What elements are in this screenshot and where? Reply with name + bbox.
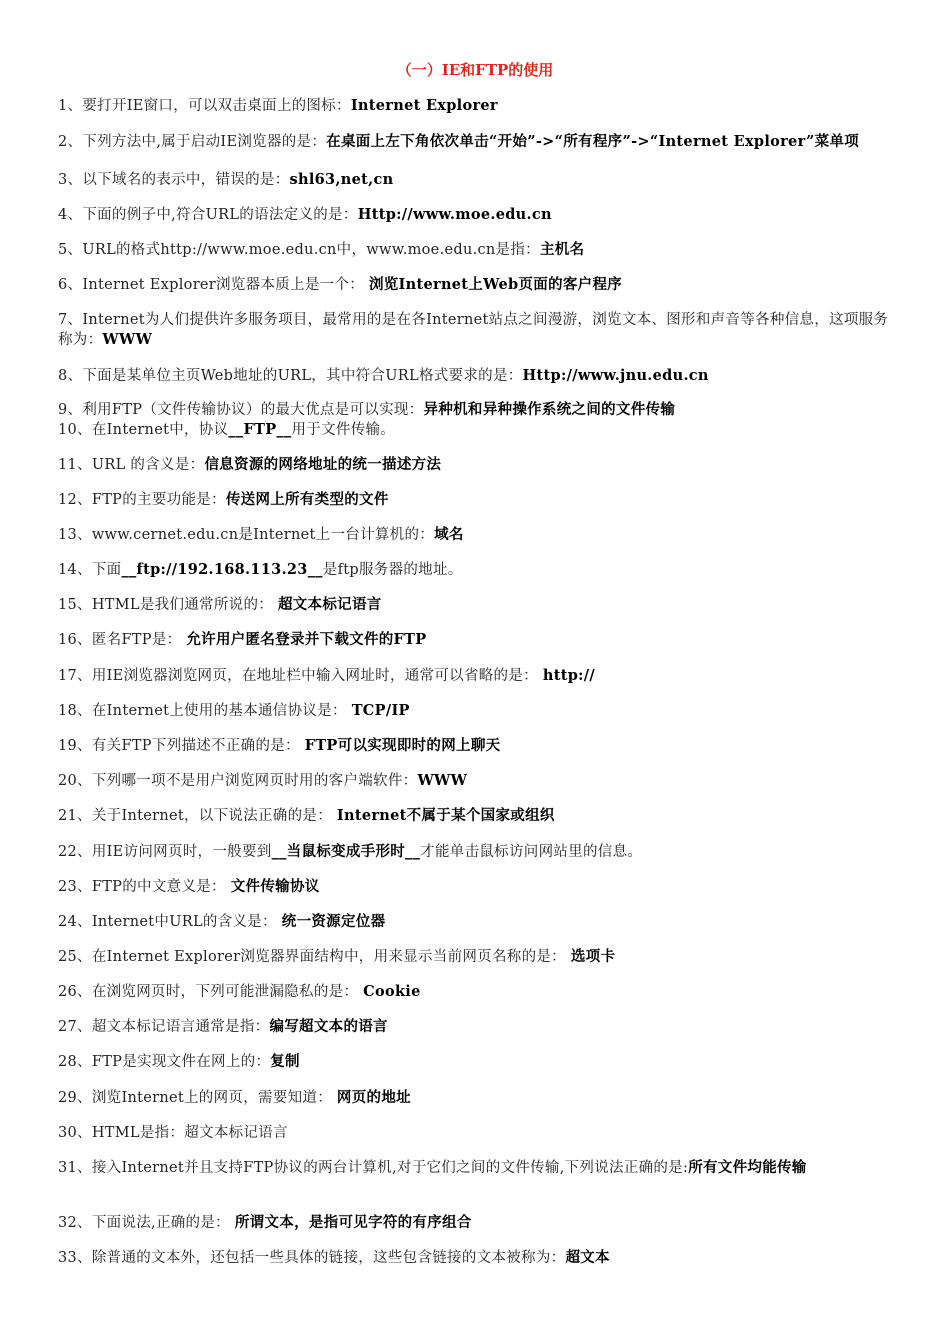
question-1: 1、要打开IE窗口，可以双击桌面上的图标：Internet Explorer (58, 97, 498, 114)
question-3: 3、以下域名的表示中，错误的是：shl63,net,cn (58, 171, 394, 188)
question-32: 32、下面说法,正确的是： 所谓文本，是指可见字符的有序组合 (58, 1214, 472, 1231)
question-33: 33、除普通的文本外，还包括一些具体的链接，这些包含链接的文本被称为：超文本 (58, 1249, 610, 1266)
question-27: 27、超文本标记语言通常是指：编写超文本的语言 (58, 1018, 388, 1035)
question-11: 11、URL 的含义是：信息资源的网络地址的统一描述方法 (58, 456, 442, 473)
question-7: 7、Internet为人们提供许多服务项目，最常用的是在各Internet站点之间漫游，浏览文本、图形和声音等各种信息，这项服务称为：WWW (58, 312, 889, 348)
question-8: 8、下面是某单位主页Web地址的URL，其中符合URL格式要求的是：Http://www.jnu.edu.cn (58, 367, 709, 384)
question-18: 18、在Internet上使用的基本通信协议是： TCP/IP (58, 702, 410, 719)
question-15: 15、HTML是我们通常所说的： 超文本标记语言 (58, 596, 382, 613)
question-31: 31、接入Internet并且支持FTP协议的两台计算机,对于它们之间的文件传输,下列说法正确的是:所有文件均能传输 (58, 1159, 807, 1176)
question-23: 23、FTP的中文意义是： 文件传输协议 (58, 878, 320, 895)
question-16: 16、匿名FTP是： 允许用户匿名登录并下载文件的FTP (58, 631, 427, 648)
question-21: 21、关于Internet，以下说法正确的是： Internet不属于某个国家或组织 (58, 807, 555, 824)
question-2: 2、下列方法中,属于启动IE浏览器的是：在桌面上左下角依次单击“开始”->“所有程序”->“Internet Explorer”菜单项 (58, 133, 860, 150)
question-12: 12、FTP的主要功能是：传送网上所有类型的文件 (58, 491, 389, 508)
question-19: 19、有关FTP下列描述不正确的是： FTP可以实现即时的网上聊天 (58, 737, 501, 754)
question-22: 22、用IE访问网页时，一般要到__当鼠标变成手形时__才能单击鼠标访问网站里的信息。 (58, 843, 643, 860)
section-title: （一）IE和FTP的使用 (396, 61, 554, 79)
question-29: 29、浏览Internet上的网页，需要知道： 网页的地址 (58, 1089, 411, 1106)
question-6: 6、Internet Explorer浏览器本质上是一个： 浏览Internet上Web页面的客户程序 (58, 276, 623, 293)
question-25: 25、在Internet Explorer浏览器界面结构中，用来显示当前网页名称的是： 选项卡 (58, 948, 616, 965)
question-26: 26、在浏览网页时，下列可能泄漏隐私的是： Cookie (58, 983, 421, 1000)
question-4: 4、下面的例子中,符合URL的语法定义的是：Http://www.moe.edu.cn (58, 206, 552, 223)
question-9: 9、利用FTP（文件传输协议）的最大优点是可以实现：异种机和异种操作系统之间的文件传输 (58, 401, 676, 418)
question-13: 13、www.cernet.edu.cn是Internet上一台计算机的：域名 (58, 526, 464, 543)
question-5: 5、URL的格式http://www.moe.edu.cn中，www.moe.edu.cn是指：主机名 (58, 241, 585, 258)
question-10: 10、在Internet中，协议__FTP__用于文件传输。 (58, 421, 396, 438)
question-20: 20、下列哪一项不是用户浏览网页时用的客户端软件：WWW (58, 772, 468, 789)
question-30: 30、HTML是指：超文本标记语言 (58, 1125, 288, 1141)
question-28: 28、FTP是实现文件在网上的：复制 (58, 1053, 300, 1070)
question-14: 14、下面__ftp://192.168.113.23__是ftp服务器的地址。 (58, 561, 463, 578)
question-17: 17、用IE浏览器浏览网页，在地址栏中输入网址时，通常可以省略的是： http:// (58, 667, 595, 684)
question-24: 24、Internet中URL的含义是： 统一资源定位器 (58, 913, 386, 930)
